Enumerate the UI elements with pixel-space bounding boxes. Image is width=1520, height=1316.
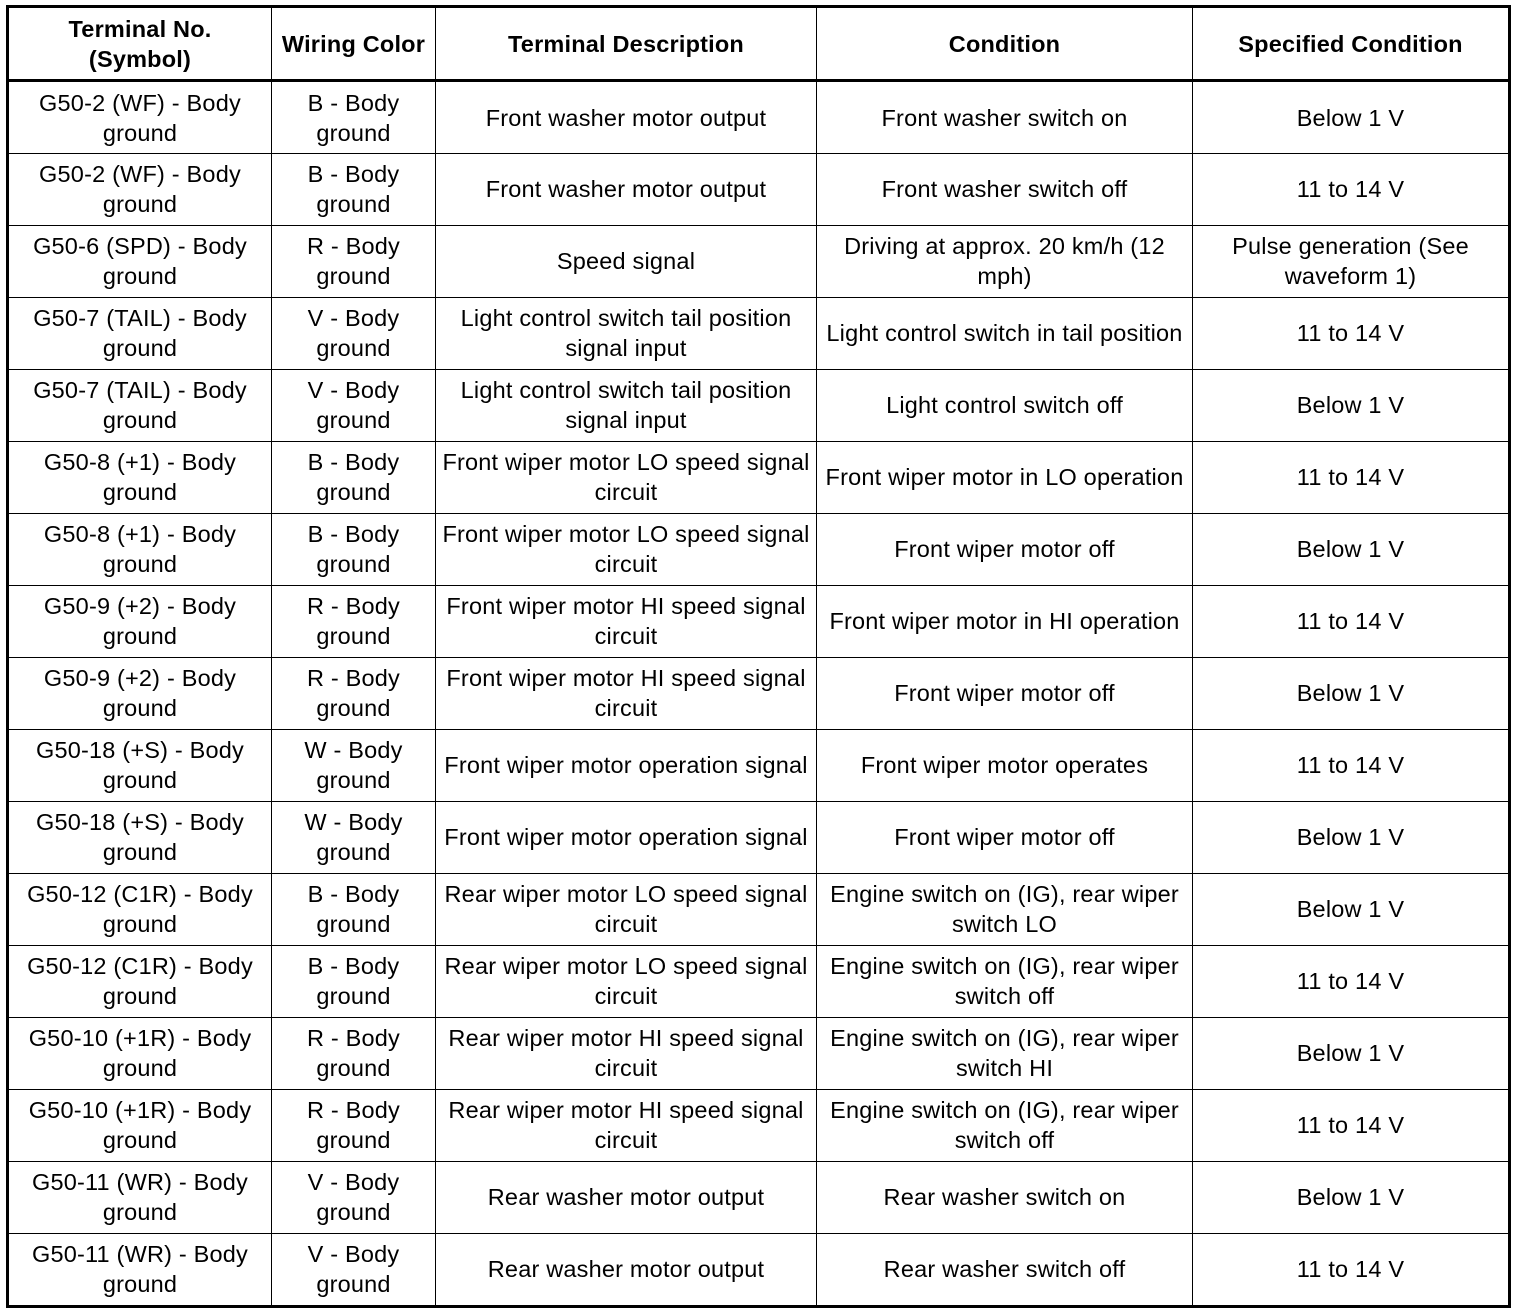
cell-specified-condition: Below 1 V [1193, 513, 1510, 585]
cell-terminal: G50-9 (+2) - Body ground [8, 657, 272, 729]
cell-wiring-color: V - Body ground [272, 1233, 436, 1306]
cell-condition: Front wiper motor in LO operation [817, 441, 1193, 513]
cell-condition: Front wiper motor off [817, 801, 1193, 873]
cell-terminal: G50-9 (+2) - Body ground [8, 585, 272, 657]
table-row [8, 585, 1510, 657]
cell-terminal: G50-10 (+1R) - Body ground [8, 1089, 272, 1161]
cell-condition: Front washer switch on [817, 81, 1193, 154]
cell-specified-condition: 11 to 14 V [1193, 154, 1510, 226]
cell-terminal: G50-11 (WR) - Body ground [8, 1161, 272, 1233]
table-body [8, 81, 1510, 1307]
cell-wiring-color: B - Body ground [272, 513, 436, 585]
table-row [8, 369, 1510, 441]
cell-condition: Engine switch on (IG), rear wiper switch off [817, 1089, 1193, 1161]
cell-terminal-description: Front wiper motor LO speed signal circuit [436, 513, 817, 585]
cell-condition: Front wiper motor operates [817, 729, 1193, 801]
cell-terminal-description: Rear wiper motor HI speed signal circuit [436, 1017, 817, 1089]
header-specified-condition: Specified Condition [1193, 7, 1510, 81]
cell-wiring-color: B - Body ground [272, 441, 436, 513]
table-row [8, 441, 1510, 513]
cell-terminal-description: Light control switch tail position signal input [436, 297, 817, 369]
cell-terminal: G50-2 (WF) - Body ground [8, 154, 272, 226]
cell-specified-condition: Below 1 V [1193, 81, 1510, 154]
cell-wiring-color: R - Body ground [272, 657, 436, 729]
table-row [8, 657, 1510, 729]
cell-terminal: G50-18 (+S) - Body ground [8, 801, 272, 873]
table-row [8, 154, 1510, 226]
header-terminal-line2: (Symbol) [88, 45, 192, 72]
cell-terminal: G50-18 (+S) - Body ground [8, 729, 272, 801]
header-condition: Condition [817, 7, 1193, 81]
cell-specified-condition: Below 1 V [1193, 369, 1510, 441]
cell-specified-condition: 11 to 14 V [1193, 585, 1510, 657]
cell-specified-condition: 11 to 14 V [1193, 297, 1510, 369]
cell-terminal: G50-11 (WR) - Body ground [8, 1233, 272, 1306]
cell-terminal-description: Front wiper motor HI speed signal circuit [436, 585, 817, 657]
cell-terminal-description: Speed signal [436, 225, 817, 297]
cell-wiring-color: B - Body ground [272, 945, 436, 1017]
cell-terminal-description: Light control switch tail position signal input [436, 369, 817, 441]
table-row [8, 729, 1510, 801]
table-row [8, 81, 1510, 154]
table-row [8, 1017, 1510, 1089]
cell-wiring-color: V - Body ground [272, 1161, 436, 1233]
cell-condition: Rear washer switch off [817, 1233, 1193, 1306]
cell-condition: Engine switch on (IG), rear wiper switch HI [817, 1017, 1193, 1089]
table-row [8, 513, 1510, 585]
cell-wiring-color: W - Body ground [272, 729, 436, 801]
cell-terminal-description: Front wiper motor HI speed signal circuit [436, 657, 817, 729]
cell-terminal-description: Front wiper motor LO speed signal circuit [436, 441, 817, 513]
cell-terminal-description: Front wiper motor operation signal [436, 729, 817, 801]
cell-condition: Front wiper motor in HI operation [817, 585, 1193, 657]
table-row [8, 297, 1510, 369]
header-terminal-description: Terminal Description [436, 7, 817, 81]
cell-terminal: G50-7 (TAIL) - Body ground [8, 297, 272, 369]
cell-wiring-color: B - Body ground [272, 873, 436, 945]
cell-wiring-color: R - Body ground [272, 585, 436, 657]
cell-specified-condition: Below 1 V [1193, 1017, 1510, 1089]
cell-specified-condition: 11 to 14 V [1193, 1233, 1510, 1306]
cell-terminal: G50-6 (SPD) - Body ground [8, 225, 272, 297]
cell-terminal: G50-2 (WF) - Body ground [8, 81, 272, 154]
terminal-inspection-table [6, 5, 1511, 1308]
cell-specified-condition: Below 1 V [1193, 657, 1510, 729]
cell-condition: Front wiper motor off [817, 657, 1193, 729]
cell-wiring-color: V - Body ground [272, 369, 436, 441]
cell-condition: Engine switch on (IG), rear wiper switch LO [817, 873, 1193, 945]
cell-terminal: G50-8 (+1) - Body ground [8, 513, 272, 585]
cell-wiring-color: R - Body ground [272, 1017, 436, 1089]
table-row [8, 873, 1510, 945]
cell-specified-condition: 11 to 14 V [1193, 1089, 1510, 1161]
cell-terminal-description: Front washer motor output [436, 154, 817, 226]
header-row [8, 7, 1510, 81]
table-row [8, 1161, 1510, 1233]
cell-specified-condition: Below 1 V [1193, 1161, 1510, 1233]
cell-terminal-description: Rear wiper motor LO speed signal circuit [436, 873, 817, 945]
cell-terminal-description: Rear washer motor output [436, 1233, 817, 1306]
header-terminal-line1: Terminal No. [68, 15, 212, 42]
header-terminal-no [8, 7, 272, 81]
header-wiring-color: Wiring Color [272, 7, 436, 81]
cell-wiring-color: V - Body ground [272, 297, 436, 369]
table-row [8, 801, 1510, 873]
cell-terminal-description: Front wiper motor operation signal [436, 801, 817, 873]
cell-terminal-description: Front washer motor output [436, 81, 817, 154]
cell-terminal: G50-12 (C1R) - Body ground [8, 873, 272, 945]
cell-specified-condition: 11 to 14 V [1193, 441, 1510, 513]
cell-condition: Driving at approx. 20 km/h (12 mph) [817, 225, 1193, 297]
cell-condition: Rear washer switch on [817, 1161, 1193, 1233]
cell-terminal-description: Rear wiper motor HI speed signal circuit [436, 1089, 817, 1161]
cell-condition: Light control switch in tail position [817, 297, 1193, 369]
cell-wiring-color: B - Body ground [272, 81, 436, 154]
cell-condition: Light control switch off [817, 369, 1193, 441]
cell-terminal-description: Rear washer motor output [436, 1161, 817, 1233]
cell-condition: Engine switch on (IG), rear wiper switch off [817, 945, 1193, 1017]
table-row [8, 225, 1510, 297]
table-row [8, 945, 1510, 1017]
cell-terminal: G50-10 (+1R) - Body ground [8, 1017, 272, 1089]
cell-specified-condition: 11 to 14 V [1193, 945, 1510, 1017]
cell-wiring-color: B - Body ground [272, 154, 436, 226]
table-row [8, 1233, 1510, 1306]
cell-specified-condition: 11 to 14 V [1193, 729, 1510, 801]
table-row [8, 1089, 1510, 1161]
cell-terminal: G50-12 (C1R) - Body ground [8, 945, 272, 1017]
cell-terminal: G50-7 (TAIL) - Body ground [8, 369, 272, 441]
cell-specified-condition: Below 1 V [1193, 801, 1510, 873]
table-header [8, 7, 1510, 81]
cell-condition: Front washer switch off [817, 154, 1193, 226]
cell-specified-condition: Below 1 V [1193, 873, 1510, 945]
cell-specified-condition: Pulse generation (See waveform 1) [1193, 225, 1510, 297]
cell-terminal-description: Rear wiper motor LO speed signal circuit [436, 945, 817, 1017]
cell-condition: Front wiper motor off [817, 513, 1193, 585]
cell-wiring-color: R - Body ground [272, 1089, 436, 1161]
cell-terminal: G50-8 (+1) - Body ground [8, 441, 272, 513]
cell-wiring-color: W - Body ground [272, 801, 436, 873]
cell-wiring-color: R - Body ground [272, 225, 436, 297]
